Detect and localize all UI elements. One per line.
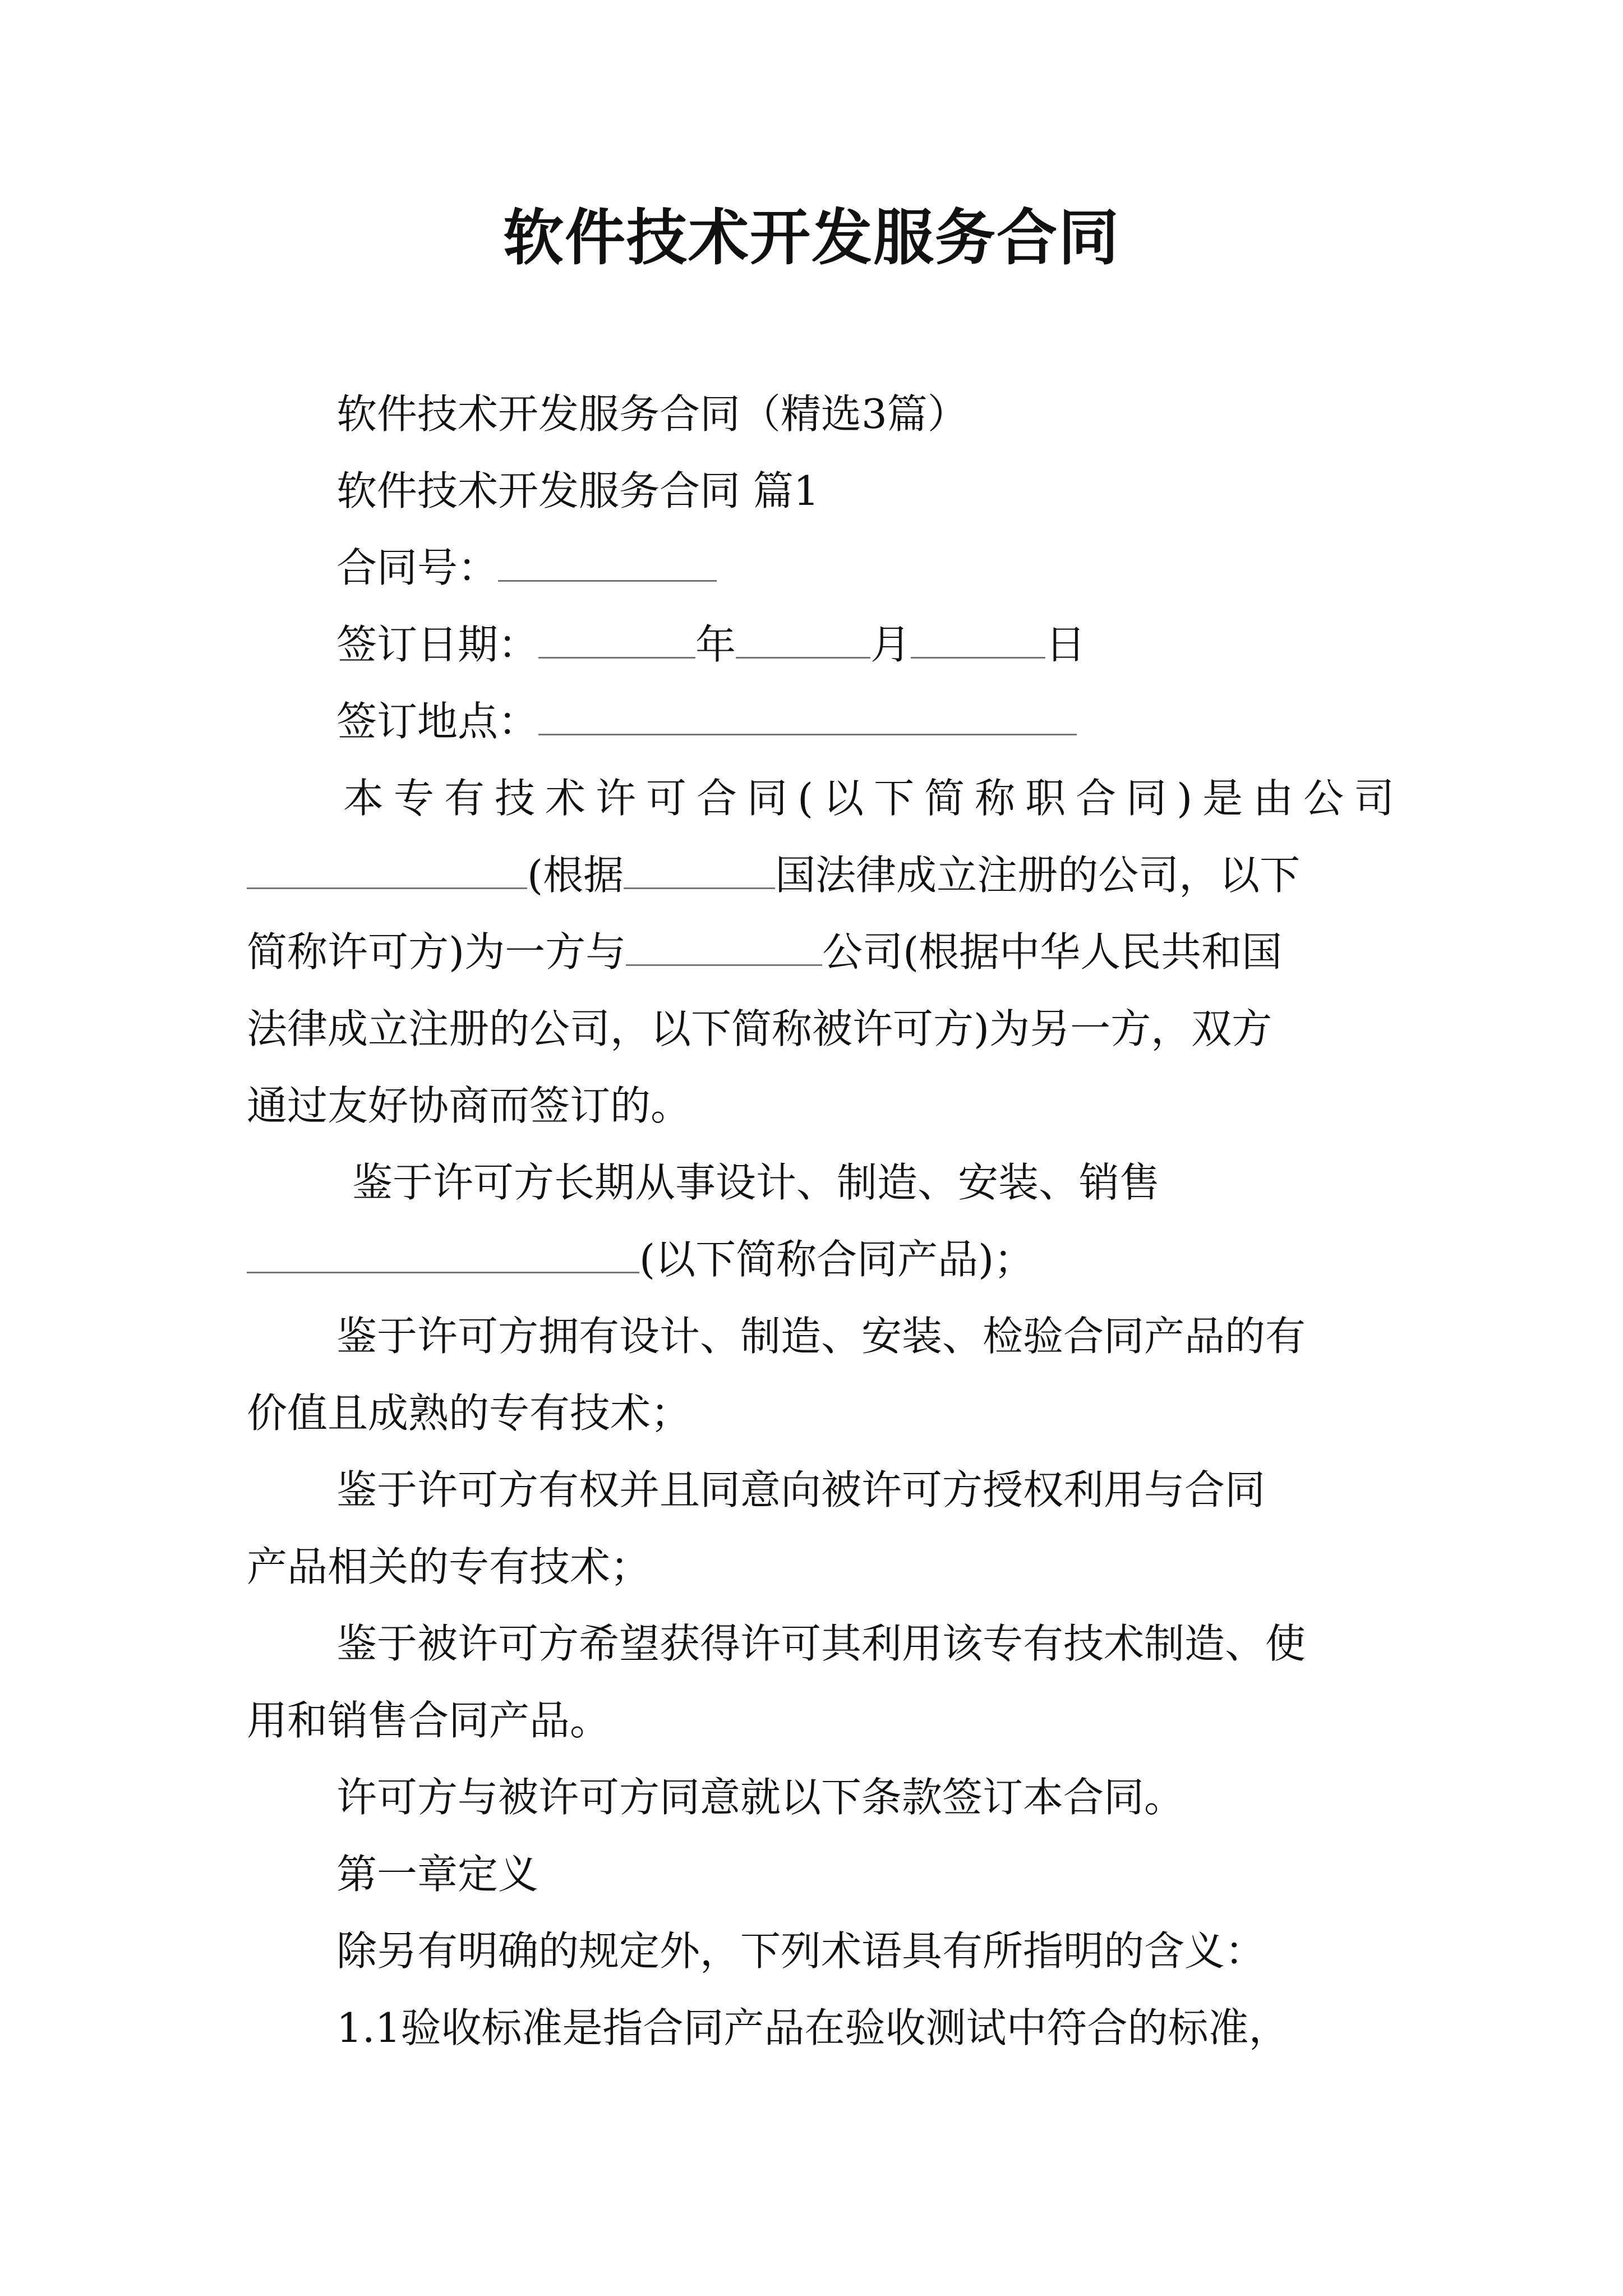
para5-line1: 鉴于被许可方希望获得许可其利用该专有技术制造、使 xyxy=(336,1620,1306,1667)
day-label: 日 xyxy=(1045,621,1086,668)
year-label: 年 xyxy=(695,621,736,668)
day-blank xyxy=(911,618,1045,659)
month-blank xyxy=(736,618,870,659)
sign-date-label: 签订日期： xyxy=(336,621,539,668)
para1-line1-text: 本专有技术许可合同(以下简称职合同)是由公司 xyxy=(343,775,1405,822)
para3-line1: 鉴于许可方拥有设计、制造、安装、检验合同产品的有 xyxy=(336,1313,1306,1360)
para1-line2-b: 国法律成立注册的公司，以下 xyxy=(775,852,1301,899)
para2-line1: 鉴于许可方长期从事设计、制造、安装、销售 xyxy=(352,1159,1160,1206)
para1-line2-a: (根据 xyxy=(527,852,624,899)
licensee-blank xyxy=(626,925,822,966)
para1-line5: 通过友好协商而签订的。 xyxy=(247,1082,691,1129)
month-label: 月 xyxy=(870,621,911,668)
para1-line4: 法律成立注册的公司，以下简称被许可方)为另一方，双方 xyxy=(247,1005,1272,1052)
para8: 1.1验收标准是指合同产品在验收测试中符合的标准， xyxy=(336,2004,1289,2051)
contract-number-blank xyxy=(498,541,717,582)
para1-line3 xyxy=(247,924,1282,980)
para2-line2 xyxy=(247,1231,1034,1287)
sign-place-blank xyxy=(538,694,1077,735)
para1-line2 xyxy=(247,847,1385,903)
contract-number-line xyxy=(336,540,717,596)
para6: 许可方与被许可方同意就以下条款签订本合同。 xyxy=(336,1774,1185,1821)
para2-line2-text: (以下简称合同产品)； xyxy=(639,1236,1035,1283)
section-heading: 软件技术开发服务合同 篇1 xyxy=(336,467,819,514)
chapter1-heading: 第一章定义 xyxy=(336,1851,539,1898)
sign-place-label: 签订地点： xyxy=(336,698,539,745)
para3-line2: 价值且成熟的专有技术； xyxy=(247,1389,691,1437)
subtitle: 软件技术开发服务合同（精选3篇） xyxy=(336,390,968,438)
para4-line1: 鉴于许可方有权并且同意向被许可方授权利用与合同 xyxy=(336,1466,1266,1513)
year-blank xyxy=(538,618,695,659)
document-title: 软件技术开发服务合同 xyxy=(502,203,1120,273)
para1-line1 xyxy=(343,770,1405,826)
para5-line2: 用和销售合同产品。 xyxy=(247,1697,611,1744)
contract-number-label: 合同号： xyxy=(336,544,499,591)
sign-place-line xyxy=(336,693,1077,749)
para1-line3-b: 公司(根据中华人民共和国 xyxy=(822,928,1283,976)
product-blank xyxy=(247,1232,639,1273)
country-blank xyxy=(624,848,775,889)
company-name-blank xyxy=(247,848,527,889)
sign-date-line xyxy=(336,616,1086,673)
para7: 除另有明确的规定外，下列术语具有所指明的含义： xyxy=(336,1927,1266,1975)
para4-line2: 产品相关的专有技术； xyxy=(247,1543,651,1590)
para1-line3-a: 简称许可方)为一方与 xyxy=(247,928,626,976)
